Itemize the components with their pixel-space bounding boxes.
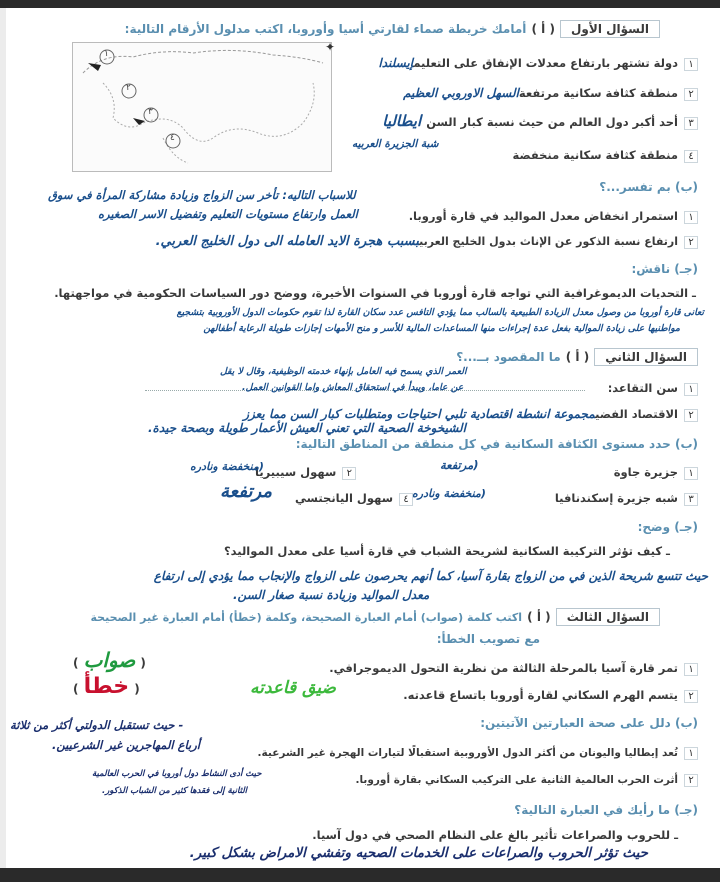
q3-header [91,606,660,626]
q1-part-b-title: (ب) بم تفسر...؟ [599,180,698,194]
q3-part-a-title: اكتب كلمة (صواب) أمام العبارة الصحيحة، وكلمة (خطأ) أمام العبارة غير الصحيحة [90,611,523,624]
item-text: استمرار انخفاض معدل المواليد في قارة أوروبا. [408,209,678,223]
item-text: أثرت الحرب العالمية الثانية على التركيب السكاني بقارة أوروبا. [355,774,678,786]
q2-item-2 [243,403,698,422]
q3-part-b-title: (ب) دلل على صحة العبارتين الآتيتين: [480,716,698,730]
q3-item-2-correction: ضيق قاعدته [250,678,336,698]
q2-b-item-2 [255,461,356,480]
q1-b-item-2 [156,230,698,249]
q2-part-a-prefix: ( أ ) [565,350,590,364]
item-number: ١ [684,747,698,760]
verdict-correct: صواب [83,648,136,672]
q3-part-c-statement: ـ للحروب والصراعات تأثير بالغ على النظام الصحي في دول آسيا. [312,828,678,842]
item-text: سهول سيبيريا [255,465,337,479]
q3-b-item-2 [355,768,698,787]
item-number: ٢ [684,690,698,703]
q1-part-c-title: (جـ) ناقش: [631,262,698,276]
q2-item-1 [608,377,698,396]
item-text: سهول اليانجتسي [295,491,394,505]
item-text: دولة تشتهر بارتفاع معدلات الإنفاق على التعليم [413,56,678,70]
item-text: الاقتصاد الفضي [595,407,678,421]
item-text: سن التقاعد: [607,381,678,395]
compass-icon: ✦ [325,40,336,54]
q3-b2-answer-line2: الثانية إلى فقدها كثير من الشباب الذكور. [102,786,248,796]
item-answer: إيسلندا [378,56,414,70]
q1-b1-answer-line1: للاسباب التاليه: تأخر سن الزواج وزيادة مشاركة المرأة في سوق [48,188,356,202]
q3-item-2 [403,684,698,703]
item-text: منطقة كثافة سكانية مرتفعة [518,86,678,100]
q1-item-1 [378,52,698,71]
item-answer: مجموعة انشطة اقتصادية تلبي احتياجات ومتطلبات كبار السن مما يعزز [243,407,596,421]
q1-item-4-answer: شبة الجزيرة العربيه [352,138,439,150]
item-number: ١ [684,58,698,71]
q2-part-c-answer-line1: حيث تتسع شريحة الذين في من الزواج بقارة آسيا، كما أنهم يحرصون على الزواج والإنجاب مما يؤدي إلى ارتفاع [153,569,708,583]
blank-map-asia-europe [72,42,332,172]
item-number: ١ [684,211,698,224]
item-number: ٤ [684,150,698,163]
q3-item-2-verdict [73,674,140,699]
q3-part-c-title: (جـ) ما رأيك في العبارة التالية؟ [514,803,698,817]
q1-item-3 [382,111,698,130]
q2-label: السؤال الثاني [594,348,698,366]
paren-open: ( [140,656,146,670]
q2-part-a-title: ما المقصود بــ...؟ [456,350,561,364]
item-text: جزيرة جاوة [613,465,678,479]
item-number: ١ [684,663,698,676]
item-number: ١ [684,467,698,480]
q3-b-item-1 [258,741,698,760]
q3-item-1-verdict [73,648,146,672]
q3-part-a-prefix: ( أ ) [527,610,551,624]
q3-label: السؤال الثالث [556,608,660,626]
q3-b2-answer-line1: حيث أدى النشاط دول أوروبا في الحرب العالمية [92,769,262,779]
item-answer: ايطاليا [382,112,422,130]
map-marker-3: ٣ [148,107,153,117]
q1-part-a-prefix: ( أ ) [531,22,555,36]
item-text: تُعد إيطاليا واليونان من أكثر الدول الأوروبية استقبالًا لتيارات الهجرة غير الشرعية. [257,747,678,759]
item-text: تمر قارة آسيا بالمرحلة الثالثة من نظرية التحول الديموجرافي. [329,661,678,675]
q3-b1-answer-line2: أرباع المهاجرين غير الشرعيين. [52,738,200,752]
q1-label: السؤال الأول [560,20,660,38]
q1-part-c-answer-line1: تعانى قارة أوروبا من وصول معدل الزيادة الطبيعية بالسالب مما يؤدي التافس عدد سكان القارة لذا تقوم حكومات الدول الأوروبية بتشجيع [176,307,704,318]
item-number: ٣ [684,117,698,130]
q2-part-c-title: (جـ) وضح: [637,520,698,534]
q1-part-a-title: أمامك خريطة صماء لقارتي أسيا وأوروبا، اكتب مدلول الأرقام التالية: [124,22,527,36]
q1-item-2 [403,82,698,101]
q2-a1-answer-line2: عن عاما، ويبدأ في استحقاق المعاش واما القوانين العمل. [242,382,464,393]
item-number: ٢ [684,409,698,422]
q2-a2-answer-line2: الشيخوخة الصحية التي تعني العيش الأعمار طويلة وبصحة جيدة. [148,421,466,435]
q2-b-item-3 [555,487,698,506]
map-outline [73,43,331,171]
q2-part-c-question: ـ كيف تؤثر التركيبة السكانية لشريحة الشباب في قارة أسيا على معدل المواليد؟ [223,544,670,558]
page-left-edge [0,8,6,868]
q2-part-b-title: (ب) حدد مستوى الكثافة السكانية في كل منطقة من المناطق التالية: [295,437,698,451]
q1-header [125,18,660,38]
top-dark-bar [0,0,720,8]
q2-b4-answer: مرتفعة [220,481,273,502]
item-number: ٣ [684,493,698,506]
q1-part-c-question: ـ التحديات الديموغرافية التي تواجه قارة أوروبا في السنوات الأخيرة، ووضح دور السياسات الحكومية في مواجهتها. [54,286,696,300]
item-number: ٢ [684,88,698,101]
item-number: ١ [684,383,698,396]
item-text: منطقة كثافة سكانية منخفضة [512,148,678,162]
q1-b1-answer-line2: العمل وارتفاع مستويات التعليم وتفضيل الاسر الصغيره [98,207,358,221]
item-answer: بسبب هجرة الايد العامله الى دول الخليج العربي. [155,234,420,249]
q2-b1-answer: (مرتفعة [440,458,479,472]
map-marker-4: ٤ [170,133,175,143]
paren-close: ) [73,682,79,696]
item-number: ٢ [684,774,698,787]
q2-header [456,346,698,366]
paren-close: ) [73,656,79,670]
q3-part-c-answer: حيث تؤثر الحروب والصراعات على الخدمات الصحيه وتفشي الامراض بشكل كبير. [189,845,648,861]
q1-part-c-answer-line2: مواطنيها على زيادة الموالية بفعل عدة إجراءات منها المساعدات المالية للأسر و منح الأمهات إجازات طويلة الرعاية أطفالهن [203,323,680,334]
item-number: ٤ [399,493,413,506]
q3-b1-answer-line1: - حيث تستقبل الدولتي أكثر من ثلاثة [10,718,184,732]
map-marker-1: ١ [104,49,109,59]
q2-a1-answer-line1: العمر الذي يسمح فيه العامل بإنهاء خدمته الوظيفية، وقال لا يقل [220,366,467,377]
paren-open: ( [134,682,140,696]
q1-b-item-1 [409,205,698,224]
q3-item-1 [329,657,698,676]
q2-b-item-1 [614,461,698,480]
item-text: شبه جزيرة إسكندنافيا [554,491,678,505]
verdict-wrong: خطأ [83,674,130,699]
item-answer: السهل الاوروبي العظيم [403,86,519,100]
item-text: ارتفاع نسبة الذكور عن الإناث بدول الخليج العربي [419,235,678,248]
q3-part-a-subtitle: مع تصويب الخطأ: [436,632,540,646]
bottom-dark-bar [0,868,720,882]
item-text: يتسم الهرم السكاني لقارة أوروبا باتساع قاعدته. [403,688,678,702]
item-number: ٢ [684,236,698,249]
map-marker-2: ٢ [126,83,131,93]
q2-b2-answer: (منخفضة ونادره [190,460,264,473]
q2-part-c-answer-line2: معدل المواليد وزيادة نسبة صغار السن. [233,588,430,602]
q2-b-item-4 [295,487,413,506]
q1-item-4 [513,144,698,163]
item-text: أحد أكبر دول العالم من حيث نسبة كبار السن [426,115,678,129]
q2-b3-answer: (منخفضة ونادره [412,487,486,500]
item-number: ٢ [342,467,356,480]
